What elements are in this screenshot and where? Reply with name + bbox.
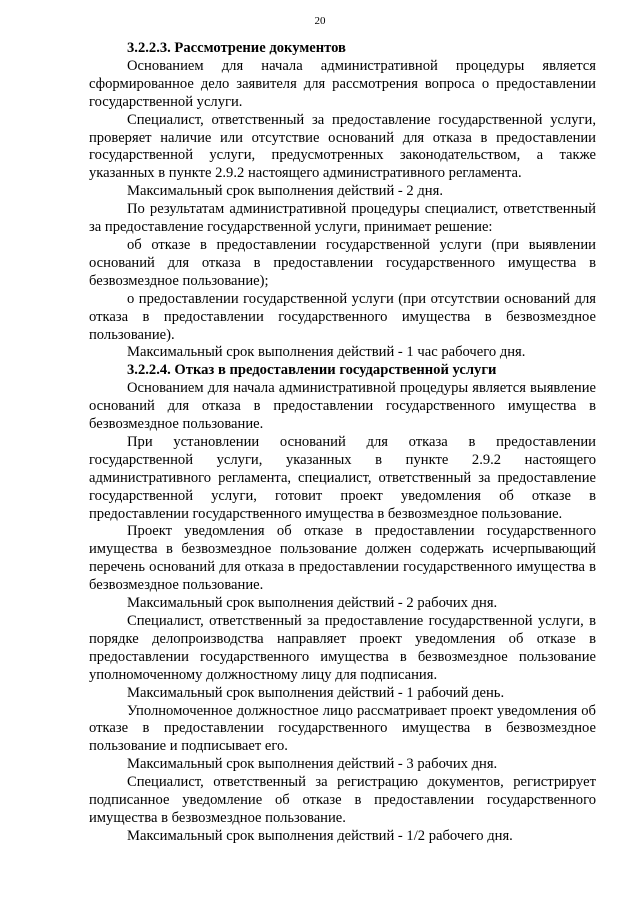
paragraph: Максимальный срок выполнения действий - 1/2 рабочего дня. [127,827,513,844]
page-number: 20 [314,15,326,27]
paragraph: При установлении оснований для отказа в предоставлении государственной услуги, указанных в пункте 2.9.2 настоящего административного регламента, специалист, ответственный за предоставление государственной услуги, готовит проект уведомления об отказе в предоставлении государственного имущества в безвозмездное пользование. [89,433,596,522]
paragraph: По результатам административной процедуры специалист, ответственный за предоставление государственной услуги, принимает решение: [89,201,596,236]
paragraph: Специалист, ответственный за регистрацию документов, регистрирует подписанное уведомление об отказе в предоставлении государственного имущества в безвозмездное пользование. [89,774,596,826]
paragraph: о предоставлении государственной услуги (при отсутствии оснований для отказа в предоставлении государственного имущества в безвозмездное пользование). [89,290,596,343]
paragraph: Специалист, ответственный за предоставление государственной услуги, проверяет наличие или отсутствие оснований для отказа в предоставлении государственной услуги, предусмотренных законодательством, а также указанных в пункте 2.9.2 настоящего административного регламента. [89,111,596,182]
section-heading: 3.2.2.3. Рассмотрение документов [127,40,346,56]
paragraph: Специалист, ответственный за предоставление государственной услуги, в порядке делопроизводства направляет проект уведомления об отказе в предоставлении государственного имущества в безвозмездное пользование уполномоченному должностному лицу для подписания. [89,613,596,683]
paragraph: Максимальный срок выполнения действий - 1 рабочий день. [127,684,505,701]
paragraph: Максимальный срок выполнения действий - 2 рабочих дня. [127,595,498,612]
paragraph: Максимальный срок выполнения действий - 3 рабочих дня. [127,756,498,773]
document-body [89,40,596,846]
paragraph: Максимальный срок выполнения действий - 1 час рабочего дня. [127,344,526,361]
paragraph: Проект уведомления об отказе в предоставлении государственного имущества в безвозмездное пользование должен содержать исчерпывающий перечень оснований для отказа в предоставлении государственного имущества в безвозмездное пользование. [89,523,596,594]
paragraph: Основанием для начала административной процедуры является сформированное дело заявителя для рассмотрения вопроса о предоставлении государственной услуги. [89,57,596,110]
paragraph: Максимальный срок выполнения действий - 2 дня. [127,183,443,200]
paragraph: Уполномоченное должностное лицо рассматривает проект уведомления об отказе в предоставлении государственного имущества в безвозмездное пользование и подписывает его. [89,702,596,755]
paragraph: Основанием для начала административной процедуры является выявление оснований для отказа в предоставлении государственного имущества в безвозмездное пользование. [89,380,596,433]
section-heading: 3.2.2.4. Отказ в предоставлении государственной услуги [127,362,497,379]
paragraph: об отказе в предоставлении государственной услуги (при выявлении оснований для отказа в предоставлении государственного имущества в безвозмездное пользование); [89,236,596,289]
